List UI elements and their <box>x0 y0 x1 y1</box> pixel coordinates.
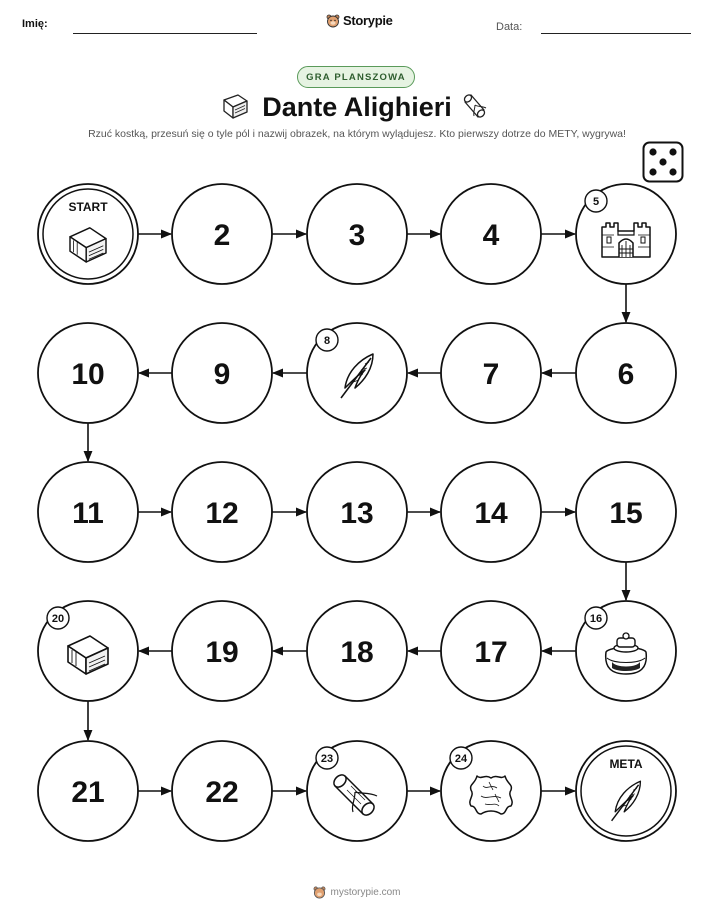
board-space-21 <box>38 741 138 841</box>
footer <box>0 886 714 899</box>
board-space-1 <box>38 184 138 284</box>
board-space-12 <box>172 462 272 562</box>
space-number: 3 <box>348 219 366 252</box>
finish-label: META <box>609 757 643 771</box>
bear-logo-icon <box>313 886 326 899</box>
board-space-6 <box>576 323 676 423</box>
board-space-17 <box>441 601 541 701</box>
board-space-14 <box>441 462 541 562</box>
board-space-18 <box>307 601 407 701</box>
board-space-2 <box>172 184 272 284</box>
instructions: Rzuć kostką, przesuń się o tyle pól i nazwij obrazek, na którym wylądujesz. Kto pierwszy dotrze do METY, wygrywa! <box>88 128 626 140</box>
space-number: 6 <box>617 358 635 391</box>
space-number: 18 <box>340 636 374 669</box>
board-space-23 <box>307 741 407 841</box>
board-space-13 <box>307 462 407 562</box>
space-number: 16 <box>589 613 603 625</box>
board-space-8 <box>307 323 407 423</box>
board-space-20 <box>38 601 138 701</box>
space-number: 4 <box>482 219 500 252</box>
board-space-24 <box>441 741 541 841</box>
board-space-22 <box>172 741 272 841</box>
board-space-16 <box>576 601 676 701</box>
space-number: 10 <box>71 358 105 391</box>
board-space-19 <box>172 601 272 701</box>
board-space-25 <box>576 741 676 841</box>
space-number: 5 <box>592 196 600 208</box>
board-space-11 <box>38 462 138 562</box>
space-number: 2 <box>213 219 231 252</box>
board-space-10 <box>38 323 138 423</box>
brand-name: Storypie <box>343 13 393 28</box>
board-space-7 <box>441 323 541 423</box>
page-title: Dante Alighieri <box>262 92 452 122</box>
footer-url: mystorypie.com <box>330 887 401 898</box>
space-number: 23 <box>320 753 334 765</box>
board-space-4 <box>441 184 541 284</box>
space-number: 24 <box>454 753 468 765</box>
space-number: 19 <box>205 636 239 669</box>
space-number: 7 <box>482 358 500 391</box>
space-number: 11 <box>72 497 104 530</box>
space-number: 13 <box>340 497 374 530</box>
board-space-5 <box>576 184 676 284</box>
space-number: 12 <box>205 497 239 530</box>
board-space-9 <box>172 323 272 423</box>
board-space-3 <box>307 184 407 284</box>
board-space-15 <box>576 462 676 562</box>
game-type-badge: GRA PLANSZOWA <box>297 66 415 88</box>
space-number: 9 <box>213 358 231 391</box>
space-number: 15 <box>609 497 643 530</box>
space-number: 21 <box>71 776 105 809</box>
parchment-icon <box>470 776 512 814</box>
space-number: 22 <box>205 776 239 809</box>
date-label: Data: <box>496 21 523 33</box>
name-label: Imię: <box>22 18 48 30</box>
space-number: 14 <box>474 497 508 530</box>
space-number: 20 <box>51 613 65 625</box>
space-number: 17 <box>474 636 508 669</box>
start-label: START <box>68 200 108 214</box>
space-number: 8 <box>323 335 331 347</box>
